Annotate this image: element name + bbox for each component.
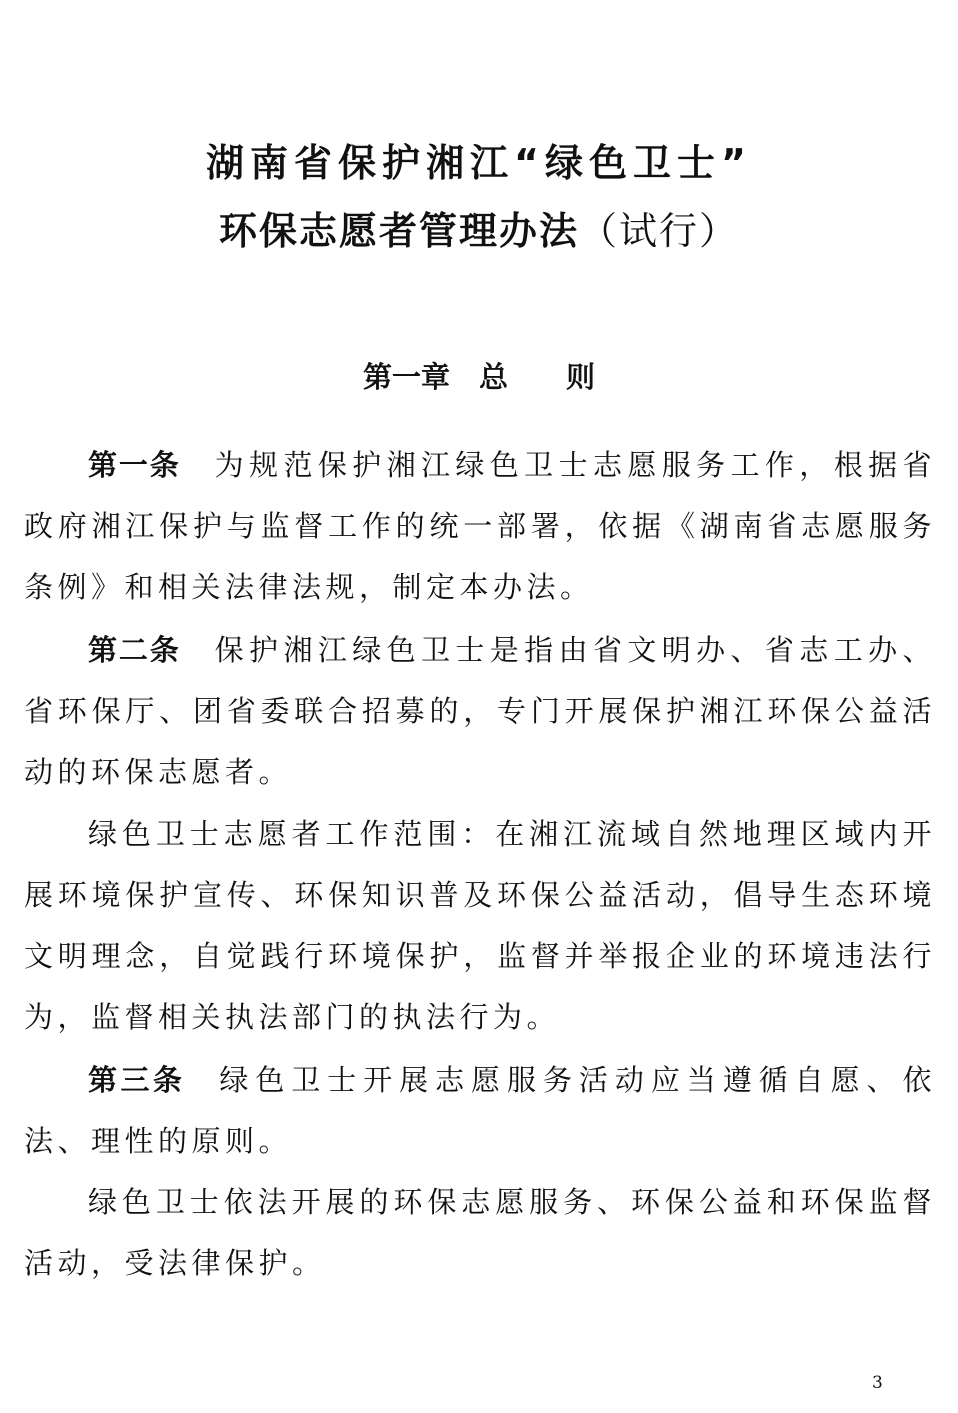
paragraph-text: 绿色卫士开展志愿服务活动应当遵循自愿、依法、理性的原则。 (24, 1063, 936, 1158)
page-number: 3 (872, 1373, 883, 1393)
body-paragraph (24, 804, 936, 1048)
article-number: 第二条 (88, 633, 181, 667)
body-paragraph (24, 1172, 936, 1294)
paragraph-text: 绿色卫士依法开展的环保志愿服务、环保公益和环保监督活动，受法律保护。 (24, 1185, 936, 1280)
paragraph-text: 保护湘江绿色卫士是指由省文明办、省志工办、省环保厅、团省委联合招募的，专门开展保护湘江环保公益活动的环保志愿者。 (24, 633, 936, 789)
document-title-line-2 (0, 200, 958, 255)
article-paragraph (24, 435, 936, 618)
article-paragraph (24, 1050, 936, 1172)
paragraph-text: 为规范保护湘江绿色卫士志愿服务工作，根据省政府湘江保护与监督工作的统一部署，依据《湖南省志愿服务条例》和相关法律法规，制定本办法。 (24, 448, 936, 604)
chapter-heading: 第一章 总 则 (362, 360, 595, 394)
article-number: 第三条 (88, 1063, 186, 1097)
document-title-line-1: 湖南省保护湘江“绿色卫士” (206, 141, 752, 185)
article-number: 第一条 (88, 448, 181, 482)
paragraph-text: 绿色卫士志愿者工作范围：在湘江流域自然地理区域内开展环境保护宣传、环保知识普及环保公益活动，倡导生态环境文明理念，自觉践行环境保护，监督并举报企业的环境违法行为，监督相关执法部门的执法行为。 (24, 817, 936, 1034)
title-suffix-text: （试行） (579, 209, 740, 253)
article-paragraph (24, 620, 936, 803)
title-main-text: 环保志愿者管理办法 (218, 209, 579, 253)
